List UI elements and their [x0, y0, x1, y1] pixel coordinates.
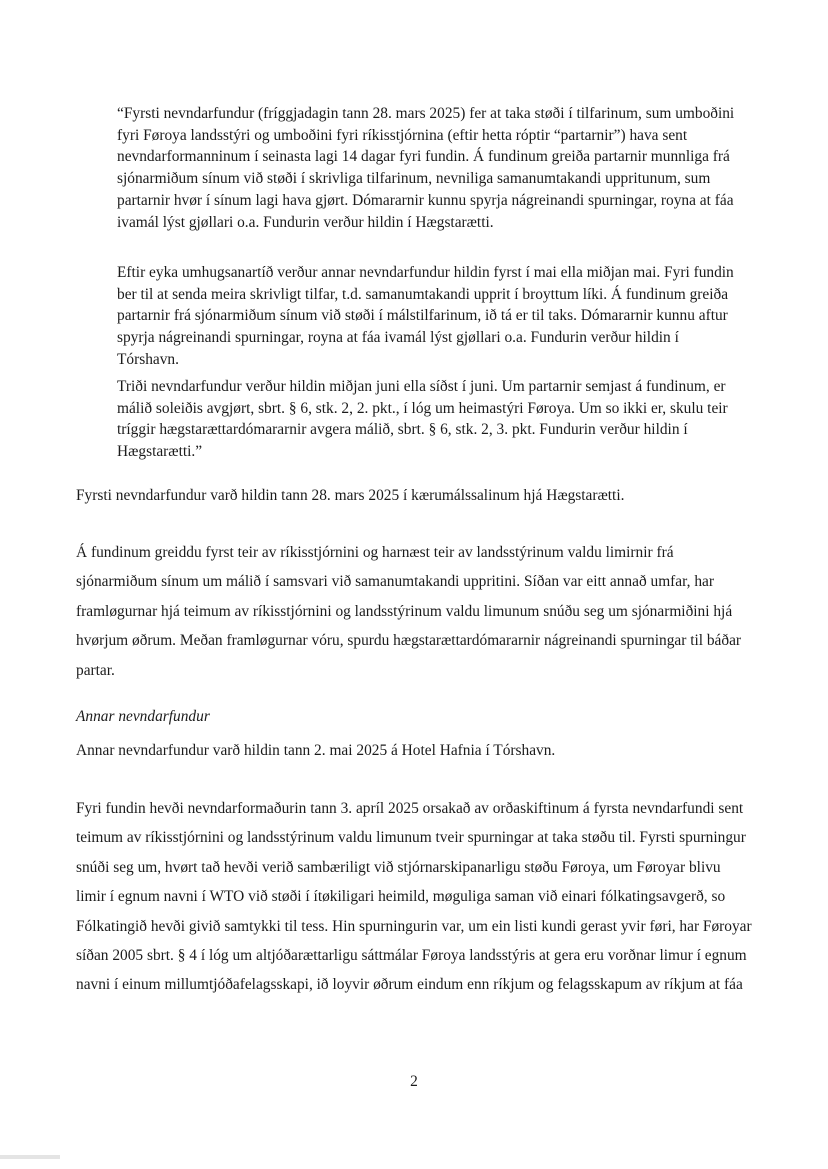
body-paragraph-4: Fyri fundin hevði nevndarformaðurin tann 3. apríl 2025 orsakað av orðaskiftinum á fyrsta nevndarfundi sent teimum av ríkisstjórnini og landsstýrinum valdu limunum tveir spurningar at taka støðu til. Fyrsti spurningur snúði seg um, hvørt tað hevði verið sambæriligt við stjórnarskipanarligu støðu Føroya, um Føroyar blivu limir í egnum navni í WTO við støði í ítøkiligari heimild, møguliga saman við einari fólkatingsavgerð, so Fólkatingið hevði givið samtykki til tess. Hin spurningurin var, um ein listi kundi gerast yvir føri, har Føroyar síðan 2005 sbrt. § 4 í lóg um altjóðarættarligu sáttmálar Føroya landsstýris at gera eru vorðnar limur í egnum navni í einum millumtjóðafelagsskapi, ið loyvir øðrum eindum enn ríkjum og felagsskapum av ríkjum at fáa — [76, 800, 752, 994]
body-paragraph-2: Á fundinum greiddu fyrst teir av ríkisstjórnini og harnæst teir av landsstýrinum valdu limirnir frá sjónarmiðum sínum um málið í samsvari við samanumtakandi uppritini. Síðan var eitt annað umfar, har framløgurnar hjá teimum av ríkisstjórnini og landsstýrinum valdu limunum snúðu seg um sjónarmiðini hjá hvørjum øðrum. Meðan framløgurnar vóru, spurdu hægstarættardómararnir nágreinandi spurningar til báðar partar. — [76, 544, 742, 679]
quote-paragraph-3: Triði nevndarfundur verður hildin miðjan juni ella síðst í juni. Um partarnir semjast á fundinum, er málið soleiðis avgjørt, sbrt. § 6, stk. 2, 2. pkt., í lóg um heimastýri Føroya. Um so ikki er, skulu teir tríggir hægstarættardómararnir avgera málið, sbrt. § 6, stk. 2, 3. pkt. Fundurin verður hildin í Hægstarætti.” — [117, 378, 728, 461]
section-heading: Annar nevndarfundur — [76, 708, 210, 725]
scan-artifact — [0, 1155, 60, 1159]
body-paragraph-1: Fyrsti nevndarfundur varð hildin tann 28. mars 2025 í kærumálssalinum hjá Hægstarætti. — [76, 487, 625, 504]
page-number: 2 — [410, 1073, 418, 1090]
quote-paragraph-1: “Fyrsti nevndarfundur (fríggjadagin tann 28. mars 2025) fer at taka støði í tilfarinum, sum umboðini fyri Føroya landsstýri og umboðini fyri ríkisstjórnina (eftir hetta róptir “partarnir”) hava sent nevndarformanninum í seinasta lagi 14 dagar fyri fundin. Á fundinum greiða partarnir munnliga frá sjónarmiðum sínum við støði í skrivliga tilfarinum, nevniliga samanumtakandi uppritunum, sum partarnir hvør í sínum lagi hava gjørt. Dómararnir kunnu spyrja nágreinandi spurningar, royna at fáa ivamál lýst gjøllari o.a. Fundurin verður hildin í Hægstarætti. — [117, 105, 735, 231]
quote-paragraph-2: Eftir eyka umhugsanartíð verður annar nevndarfundur hildin fyrst í mai ella miðjan mai. Fyri fundin ber til at senda meira skrivligt tilfar, t.d. samanumtakandi upprit í broyttum líki. Á fundinum greiða partarnir frá sjónarmiðum sínum við støði í málstilfarinum, ið tá er til taks. Dómararnir kunnu aftur spyrja nágreinandi spurningar, royna at fáa ivamál lýst gjøllari o.a. Fundurin verður hildin í Tórshavn. — [117, 264, 734, 368]
body-paragraph-3: Annar nevndarfundur varð hildin tann 2. mai 2025 á Hotel Hafnia í Tórshavn. — [76, 742, 556, 759]
